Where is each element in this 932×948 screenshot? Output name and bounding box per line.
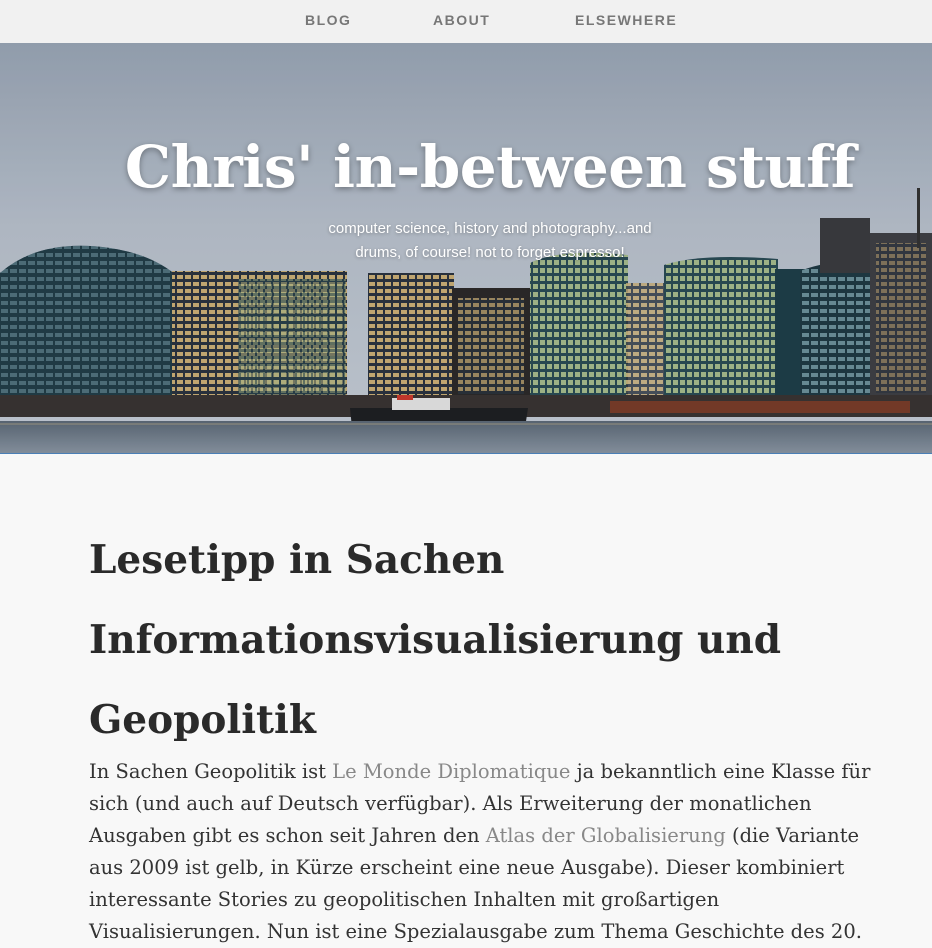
post-text-1: In Sachen Geopolitik ist <box>89 760 333 783</box>
post-text-2: ja bekanntlich eine Klasse für sich (und auch auf Deutsch verfügbar). Als Erweiterung der monatlichen Ausgaben gibt es schon seit Jahren den <box>89 760 871 847</box>
blog-post <box>89 520 879 948</box>
atlas-der-globalisierung-link[interactable]: Atlas der Globalisierung <box>485 824 726 847</box>
le-monde-diplomatique-link[interactable]: Le Monde Diplomatique <box>332 760 571 783</box>
site-title[interactable]: Chris' in-between stuff <box>124 133 856 201</box>
top-navigation <box>0 0 932 43</box>
post-title: Lesetipp in Sachen Informationsvisualisierung und Geopolitik <box>89 537 781 743</box>
post-body <box>89 756 879 948</box>
nav-elsewhere-link[interactable]: ELSEWHERE <box>575 12 678 28</box>
post-text-3: (die Variante aus 2009 ist gelb, in Kürze erscheint eine neue Ausgabe). Dieser kombiniert interessante Stories zu geopolitischen Inhalten mit großartigen Visualisierungen. Nun ist eine Spezialausgabe zum Thema Geschichte des 20. <box>89 824 862 943</box>
header-hero <box>0 43 932 454</box>
nav-blog-link[interactable]: BLOG <box>305 12 352 28</box>
tagline-line-2: drums, of course! not to forget espresso! <box>355 244 625 261</box>
site-tagline <box>280 217 700 265</box>
nav-about-link[interactable]: ABOUT <box>433 12 491 28</box>
tagline-line-1: computer science, history and photography...and <box>328 220 652 237</box>
